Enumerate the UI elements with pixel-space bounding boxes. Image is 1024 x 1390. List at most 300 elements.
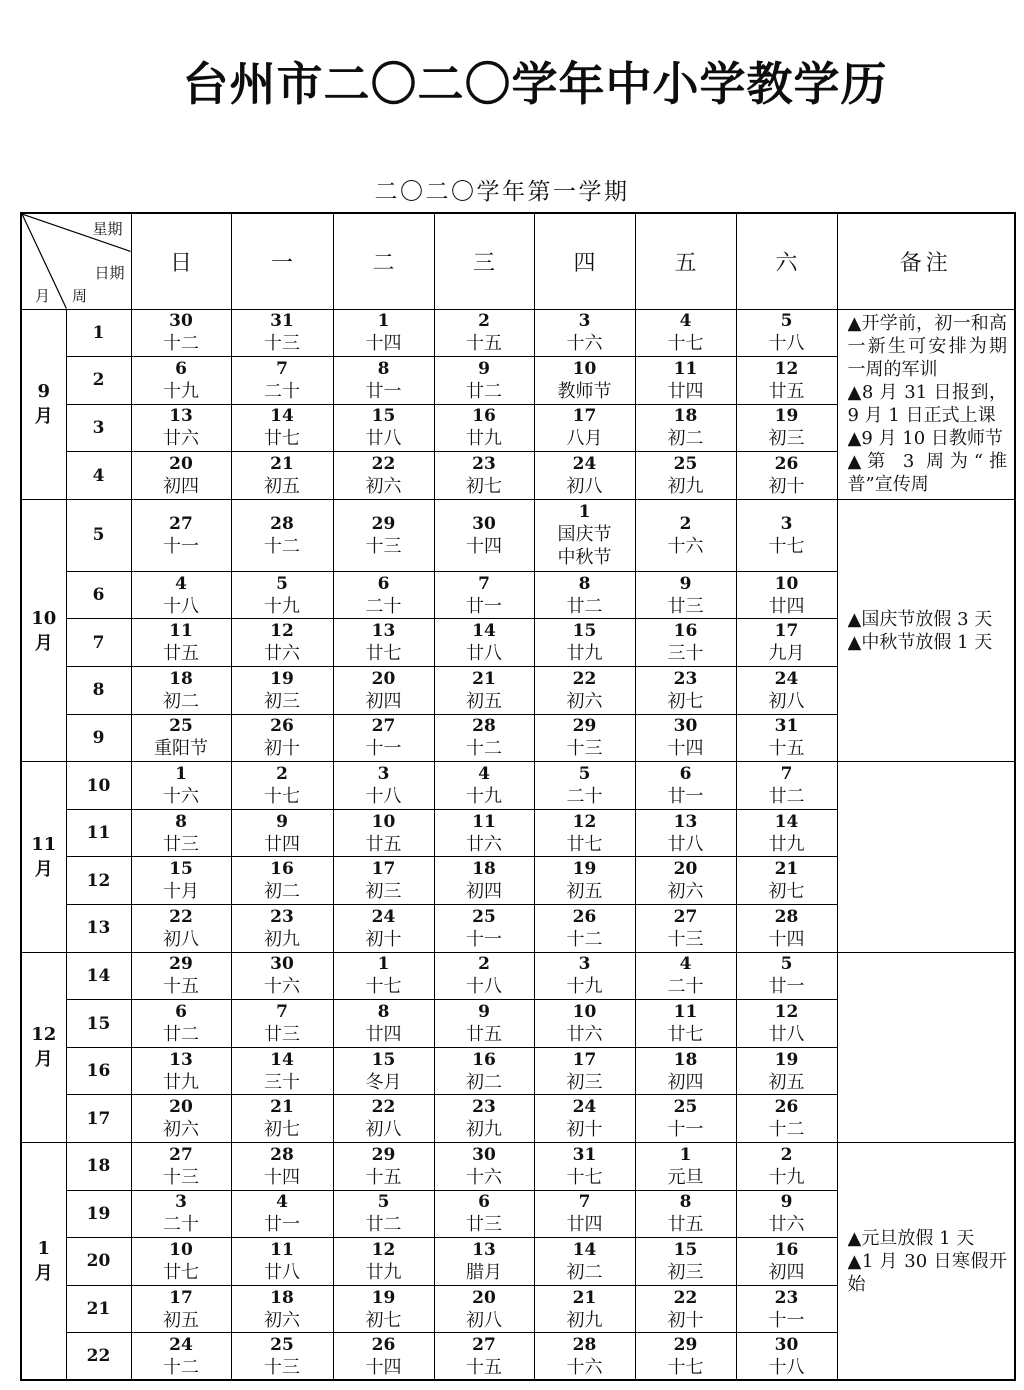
day-cell xyxy=(635,404,736,452)
day-cell xyxy=(131,1285,231,1333)
date-number: 25 xyxy=(270,1334,294,1355)
day-cell xyxy=(635,309,736,357)
lunar-date: 廿二 xyxy=(768,786,805,808)
date-number: 4 xyxy=(478,764,490,785)
date-number: 9 xyxy=(780,1192,793,1213)
week-number: 3 xyxy=(66,404,131,452)
lunar-date: 十四 xyxy=(365,333,402,355)
day-cell xyxy=(333,1000,434,1048)
date-number: 4 xyxy=(679,954,692,975)
lunar-date: 十五 xyxy=(466,333,502,355)
date-number: 3 xyxy=(578,311,591,332)
day-cell xyxy=(434,404,534,452)
day-cell xyxy=(635,905,736,953)
lunar-date: 廿三 xyxy=(264,1024,300,1046)
date-number: 5 xyxy=(578,764,591,785)
day-cell xyxy=(231,762,333,810)
day-cell xyxy=(635,952,736,1000)
day-cell xyxy=(635,1238,736,1286)
lunar-date: 初八 xyxy=(163,928,199,950)
lunar-date: 初六 xyxy=(667,881,704,903)
date-number: 26 xyxy=(774,1097,799,1118)
lunar-date: 十八 xyxy=(768,1356,805,1378)
corner-date-label: 日期 xyxy=(94,264,125,282)
month-label: 11 xyxy=(31,833,57,855)
day-cell xyxy=(231,1190,333,1238)
lunar-date: 重阳节 xyxy=(154,738,208,760)
date-number: 22 xyxy=(572,668,597,689)
week-number: 20 xyxy=(66,1238,131,1286)
lunar-date: 冬月 xyxy=(365,1071,402,1093)
date-number: 22 xyxy=(169,906,193,927)
month-label: 10 xyxy=(31,607,57,629)
notes-cell xyxy=(837,762,1015,952)
lunar-date: 中秋节 xyxy=(557,547,612,569)
lunar-date: 初四 xyxy=(365,690,402,712)
lunar-date: 十四 xyxy=(264,1166,300,1188)
month-cell xyxy=(21,1143,66,1381)
date-number: 9 xyxy=(276,811,288,832)
date-number: 19 xyxy=(270,668,294,689)
date-number: 21 xyxy=(472,668,496,689)
lunar-date: 初五 xyxy=(466,690,502,712)
day-cell xyxy=(736,1047,837,1095)
lunar-date: 十七 xyxy=(365,976,402,998)
date-number: 19 xyxy=(774,1049,799,1070)
day-cell xyxy=(231,667,333,715)
date-number: 2 xyxy=(478,954,490,975)
day-cell xyxy=(231,1000,333,1048)
day-cell xyxy=(534,357,635,405)
lunar-date: 廿五 xyxy=(365,833,402,855)
day-cell xyxy=(231,1333,333,1381)
lunar-date: 十四 xyxy=(768,928,805,950)
date-number: 20 xyxy=(371,668,396,689)
note-item: ▲第 3 周为“推普”宣传周 xyxy=(847,451,1007,496)
week-row xyxy=(21,499,1015,571)
day-cell xyxy=(131,762,231,810)
lunar-date: 初七 xyxy=(466,476,502,498)
lunar-date: 廿九 xyxy=(365,1261,402,1283)
day-cell xyxy=(231,1238,333,1286)
day-cell xyxy=(333,762,434,810)
day-cell xyxy=(434,809,534,857)
day-cell xyxy=(736,1095,837,1143)
date-number: 17 xyxy=(169,1287,193,1308)
date-number: 14 xyxy=(270,1049,294,1070)
lunar-date: 十七 xyxy=(667,333,704,355)
date-number: 7 xyxy=(578,1192,591,1213)
lunar-date: 初六 xyxy=(264,1309,300,1331)
date-number: 20 xyxy=(472,1287,496,1308)
date-number: 25 xyxy=(169,716,193,737)
lunar-date: 十三 xyxy=(667,928,704,950)
day-cell xyxy=(534,404,635,452)
date-number: 16 xyxy=(472,1049,496,1070)
month-label: 9 xyxy=(37,381,51,403)
header-row xyxy=(21,213,1015,309)
note-item: ▲中秋节放假 1 天 xyxy=(847,631,993,653)
lunar-date: 廿五 xyxy=(667,1214,704,1236)
lunar-date: 初五 xyxy=(163,1309,199,1331)
lunar-date: 廿七 xyxy=(163,1261,199,1283)
date-number: 1 xyxy=(679,1144,692,1165)
day-cell xyxy=(333,357,434,405)
lunar-date: 廿三 xyxy=(466,1214,502,1236)
date-number: 23 xyxy=(472,1097,496,1118)
lunar-date: 廿八 xyxy=(768,1024,805,1046)
lunar-date: 初九 xyxy=(264,928,300,950)
lunar-date: 廿四 xyxy=(264,833,300,855)
date-number: 20 xyxy=(169,454,193,475)
date-number: 21 xyxy=(270,454,294,475)
lunar-date: 廿九 xyxy=(566,643,603,665)
date-number: 5 xyxy=(780,954,793,975)
lunar-date: 十四 xyxy=(466,535,502,557)
date-number: 22 xyxy=(673,1287,698,1308)
lunar-date: 初三 xyxy=(667,1261,704,1283)
day-cell xyxy=(434,357,534,405)
day-cell xyxy=(434,619,534,667)
week-number: 10 xyxy=(66,762,131,810)
header-day-fri: 五 xyxy=(635,213,736,309)
day-cell xyxy=(736,404,837,452)
date-number: 26 xyxy=(270,716,294,737)
date-number: 18 xyxy=(673,406,698,427)
week-number: 8 xyxy=(66,667,131,715)
lunar-date: 廿八 xyxy=(264,1261,300,1283)
day-cell xyxy=(736,905,837,953)
date-number: 8 xyxy=(175,811,187,832)
date-number: 31 xyxy=(572,1144,597,1165)
date-number: 22 xyxy=(371,454,396,475)
day-cell xyxy=(534,1047,635,1095)
date-number: 9 xyxy=(478,1002,490,1023)
date-number: 16 xyxy=(472,406,496,427)
day-cell xyxy=(736,619,837,667)
day-cell xyxy=(434,1143,534,1191)
lunar-date: 十七 xyxy=(264,786,300,808)
lunar-date: 廿九 xyxy=(768,833,805,855)
date-number: 28 xyxy=(270,513,294,534)
day-cell xyxy=(635,452,736,500)
day-cell xyxy=(736,667,837,715)
lunar-date: 十八 xyxy=(163,595,199,617)
lunar-date: 初九 xyxy=(667,476,704,498)
lunar-date: 十五 xyxy=(163,976,199,998)
week-number: 19 xyxy=(66,1190,131,1238)
day-cell xyxy=(131,1238,231,1286)
date-number: 1 xyxy=(578,502,591,523)
lunar-date: 初九 xyxy=(566,1309,603,1331)
day-cell xyxy=(534,1238,635,1286)
date-number: 29 xyxy=(673,1334,698,1355)
lunar-date: 廿四 xyxy=(768,595,805,617)
lunar-date: 十六 xyxy=(667,535,704,557)
date-number: 18 xyxy=(472,859,496,880)
date-number: 26 xyxy=(572,906,597,927)
day-cell xyxy=(231,1285,333,1333)
day-cell xyxy=(333,1238,434,1286)
day-cell xyxy=(635,714,736,762)
day-cell xyxy=(635,762,736,810)
day-cell xyxy=(231,905,333,953)
day-cell xyxy=(534,571,635,619)
day-cell xyxy=(231,404,333,452)
lunar-date: 国庆节 xyxy=(557,524,612,546)
day-cell xyxy=(131,309,231,357)
day-cell xyxy=(534,1143,635,1191)
date-number: 30 xyxy=(169,311,193,332)
day-cell xyxy=(736,857,837,905)
day-cell xyxy=(333,404,434,452)
lunar-date: 十五 xyxy=(768,738,805,760)
day-cell xyxy=(434,1000,534,1048)
day-cell xyxy=(635,1000,736,1048)
date-number: 28 xyxy=(270,1144,294,1165)
date-number: 12 xyxy=(572,811,597,832)
day-cell xyxy=(635,1285,736,1333)
lunar-date: 初十 xyxy=(365,928,402,950)
day-cell xyxy=(333,809,434,857)
lunar-date: 初四 xyxy=(163,476,199,498)
day-cell xyxy=(231,452,333,500)
day-cell xyxy=(635,1095,736,1143)
month-label: 月 xyxy=(34,632,53,654)
day-cell xyxy=(434,1333,534,1381)
day-cell xyxy=(131,1000,231,1048)
lunar-date: 初三 xyxy=(365,881,402,903)
day-cell xyxy=(534,714,635,762)
date-number: 12 xyxy=(774,358,799,379)
lunar-date: 廿三 xyxy=(163,833,199,855)
day-cell xyxy=(131,1333,231,1381)
day-cell xyxy=(736,499,837,571)
day-cell xyxy=(534,1095,635,1143)
day-cell xyxy=(333,1285,434,1333)
lunar-date: 十二 xyxy=(566,928,603,950)
day-cell xyxy=(434,1190,534,1238)
day-cell xyxy=(635,1143,736,1191)
date-number: 29 xyxy=(371,513,396,534)
lunar-date: 十三 xyxy=(566,738,603,760)
date-number: 6 xyxy=(175,1002,187,1023)
day-cell xyxy=(635,571,736,619)
day-cell xyxy=(534,1285,635,1333)
date-number: 24 xyxy=(371,906,396,927)
date-number: 28 xyxy=(572,1334,597,1355)
header-notes: 备注 xyxy=(837,213,1015,309)
lunar-date: 廿五 xyxy=(466,1024,502,1046)
lunar-date: 十六 xyxy=(566,1356,603,1378)
week-row xyxy=(21,762,1015,810)
date-number: 18 xyxy=(169,668,193,689)
week-number: 21 xyxy=(66,1285,131,1333)
date-number: 17 xyxy=(371,859,396,880)
day-cell xyxy=(131,1190,231,1238)
lunar-date: 十五 xyxy=(466,1356,502,1378)
day-cell xyxy=(736,1143,837,1191)
day-cell xyxy=(534,952,635,1000)
day-cell xyxy=(231,857,333,905)
day-cell xyxy=(434,571,534,619)
date-number: 5 xyxy=(276,573,288,594)
header-corner-cell xyxy=(21,213,131,309)
month-cell xyxy=(21,952,66,1142)
date-number: 30 xyxy=(472,513,496,534)
day-cell xyxy=(231,571,333,619)
date-number: 12 xyxy=(270,621,294,642)
date-number: 7 xyxy=(780,764,793,785)
day-cell xyxy=(333,857,434,905)
lunar-date: 初六 xyxy=(566,690,603,712)
notes-cell xyxy=(837,499,1015,761)
day-cell xyxy=(333,1047,434,1095)
day-cell xyxy=(736,714,837,762)
day-cell xyxy=(131,452,231,500)
lunar-date: 初二 xyxy=(466,1071,502,1093)
lunar-date: 初十 xyxy=(667,1309,704,1331)
month-label: 月 xyxy=(34,406,53,428)
day-cell xyxy=(736,1190,837,1238)
date-number: 6 xyxy=(377,573,390,594)
day-cell xyxy=(434,499,534,571)
lunar-date: 初六 xyxy=(365,476,402,498)
date-number: 24 xyxy=(572,1097,597,1118)
lunar-date: 廿一 xyxy=(466,595,502,617)
day-cell xyxy=(231,952,333,1000)
date-number: 27 xyxy=(472,1334,496,1355)
date-number: 27 xyxy=(371,716,396,737)
lunar-date: 廿九 xyxy=(466,428,502,450)
day-cell xyxy=(534,452,635,500)
day-cell xyxy=(131,667,231,715)
lunar-date: 初三 xyxy=(566,1071,603,1093)
day-cell xyxy=(434,1047,534,1095)
day-cell xyxy=(434,714,534,762)
date-number: 17 xyxy=(572,1049,597,1070)
lunar-date: 廿七 xyxy=(667,1024,704,1046)
week-row xyxy=(21,309,1015,357)
notes-content xyxy=(848,312,1008,497)
day-cell xyxy=(434,667,534,715)
lunar-date: 初六 xyxy=(163,1119,199,1141)
lunar-date: 廿一 xyxy=(365,380,402,402)
date-number: 25 xyxy=(673,454,698,475)
date-number: 26 xyxy=(774,454,799,475)
lunar-date: 廿五 xyxy=(768,380,805,402)
date-number: 29 xyxy=(169,954,193,975)
day-cell xyxy=(635,667,736,715)
day-cell xyxy=(635,499,736,571)
lunar-date: 初二 xyxy=(667,428,704,450)
date-number: 4 xyxy=(175,573,187,594)
lunar-date: 十八 xyxy=(466,976,502,998)
lunar-date: 十六 xyxy=(163,786,199,808)
notes-content xyxy=(848,764,1008,949)
term-subtitle: 二〇二〇学年第一学期 xyxy=(374,179,630,205)
lunar-date: 十二 xyxy=(264,535,300,557)
date-number: 5 xyxy=(377,1192,390,1213)
date-number: 31 xyxy=(774,716,799,737)
date-number: 28 xyxy=(472,716,496,737)
header-day-mon: 一 xyxy=(231,213,333,309)
day-cell xyxy=(635,1190,736,1238)
corner-month-label: 月 xyxy=(35,286,51,305)
date-number: 4 xyxy=(679,311,692,332)
date-number: 7 xyxy=(276,358,288,379)
date-number: 29 xyxy=(572,716,597,737)
calendar-table xyxy=(20,212,1016,1381)
lunar-date: 元旦 xyxy=(667,1166,704,1188)
date-number: 10 xyxy=(774,573,799,594)
lunar-date: 廿二 xyxy=(466,380,502,402)
month-label: 月 xyxy=(34,858,53,880)
lunar-date: 初五 xyxy=(264,476,300,498)
day-cell xyxy=(434,1285,534,1333)
day-cell xyxy=(736,809,837,857)
date-number: 25 xyxy=(472,906,496,927)
lunar-date: 廿七 xyxy=(365,643,402,665)
lunar-date: 十二 xyxy=(768,1119,805,1141)
day-cell xyxy=(131,1047,231,1095)
lunar-date: 二十 xyxy=(365,595,402,617)
date-number: 22 xyxy=(371,1097,396,1118)
lunar-date: 廿一 xyxy=(264,1214,300,1236)
date-number: 12 xyxy=(774,1002,799,1023)
day-cell xyxy=(333,952,434,1000)
lunar-date: 三十 xyxy=(264,1071,300,1093)
date-number: 11 xyxy=(270,1239,294,1260)
lunar-date: 十九 xyxy=(163,380,199,402)
date-number: 11 xyxy=(673,1002,698,1023)
date-number: 19 xyxy=(774,406,799,427)
date-number: 16 xyxy=(673,621,698,642)
date-number: 13 xyxy=(673,811,698,832)
day-cell xyxy=(534,809,635,857)
date-number: 24 xyxy=(169,1334,193,1355)
week-number: 16 xyxy=(66,1047,131,1095)
notes-cell xyxy=(837,952,1015,1142)
lunar-date: 初二 xyxy=(264,881,300,903)
lunar-date: 十九 xyxy=(768,1166,805,1188)
lunar-date: 初八 xyxy=(566,476,603,498)
day-cell xyxy=(434,762,534,810)
date-number: 29 xyxy=(371,1144,396,1165)
week-number: 2 xyxy=(66,357,131,405)
month-label: 12 xyxy=(31,1024,57,1046)
header-day-thu: 四 xyxy=(534,213,635,309)
week-row xyxy=(21,952,1015,1000)
lunar-date: 十四 xyxy=(667,738,704,760)
day-cell xyxy=(231,499,333,571)
notes-content xyxy=(848,502,1008,759)
lunar-date: 十一 xyxy=(163,535,199,557)
day-cell xyxy=(434,857,534,905)
notes-cell xyxy=(837,1143,1015,1381)
date-number: 18 xyxy=(673,1049,698,1070)
lunar-date: 十一 xyxy=(768,1309,805,1331)
date-number: 9 xyxy=(478,358,490,379)
lunar-date: 廿一 xyxy=(768,976,805,998)
date-number: 20 xyxy=(673,859,698,880)
lunar-date: 二十 xyxy=(667,976,704,998)
lunar-date: 十一 xyxy=(365,738,402,760)
notes-content xyxy=(848,1145,1008,1377)
day-cell xyxy=(131,809,231,857)
month-cell xyxy=(21,762,66,952)
day-cell xyxy=(736,1333,837,1381)
